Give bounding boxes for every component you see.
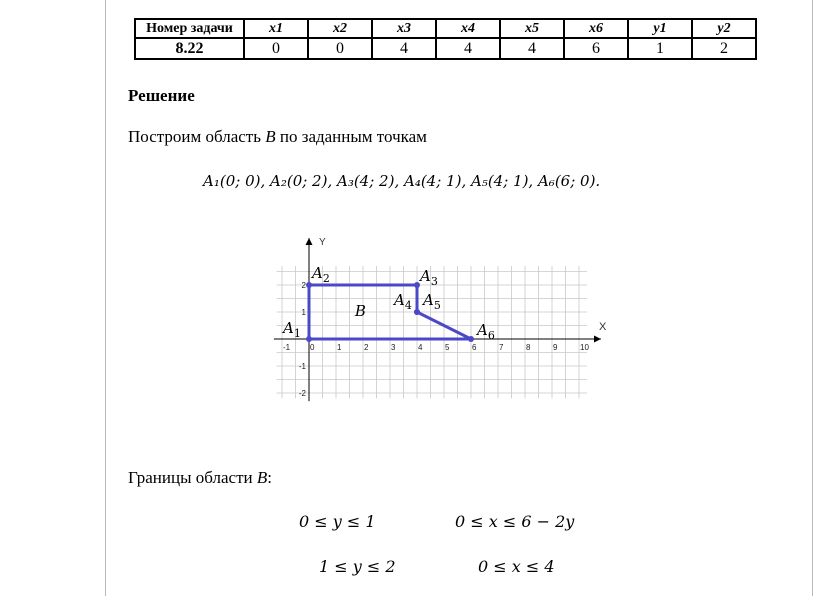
- point-labels: [281, 264, 495, 342]
- point-label-a1: $A_1$: [283, 319, 301, 340]
- value-cell: 0: [308, 38, 372, 59]
- y-axis-arrow: [306, 238, 313, 245]
- inequality-x-2: 0 ≤ x ≤ 4: [478, 557, 555, 576]
- header-cell: Номер задачи: [135, 19, 244, 38]
- x-tick-label: 3: [391, 343, 396, 352]
- point-label-a4: $A_4$: [394, 291, 412, 312]
- value-cell: 6: [564, 38, 628, 59]
- x-tick-label: 10: [580, 343, 589, 352]
- intro-after: по заданным точкам: [275, 127, 427, 146]
- region-label: B: [354, 302, 366, 321]
- y-tick-label: -2: [298, 389, 306, 398]
- x-tick-label: 0: [310, 343, 315, 352]
- task-table: [134, 18, 757, 60]
- value-cell: 1: [628, 38, 692, 59]
- inequality-y-2: 1 ≤ y ≤ 2: [319, 557, 396, 576]
- x-tick-label: -1: [283, 343, 291, 352]
- task-table-header-row: [135, 19, 756, 38]
- x-tick-label: 2: [364, 343, 369, 352]
- y-tick-label: 2: [301, 281, 306, 290]
- inequality-x-1: 0 ≤ x ≤ 6 − 2y: [455, 512, 575, 531]
- header-cell: x3: [372, 19, 436, 38]
- header-cell: x1: [244, 19, 308, 38]
- point-label-a2: $A_2$: [312, 264, 330, 285]
- point-marker-a2: [306, 282, 312, 288]
- x-tick-label: 1: [337, 343, 342, 352]
- value-cell: 0: [244, 38, 308, 59]
- x-tick-label: 6: [472, 343, 477, 352]
- points-line: A₁(0; 0), A₂(0; 2), A₃(4; 2), A₄(4; 1), A₅(4; 1), A₆(6; 0).: [203, 172, 601, 190]
- header-cell: y1: [628, 19, 692, 38]
- boundaries-var: B: [256, 468, 268, 487]
- point-label-a5: $A_5$: [423, 291, 441, 312]
- point-marker-a1: [306, 336, 312, 342]
- value-cell: 2: [692, 38, 756, 59]
- intro-var: B: [265, 127, 276, 146]
- header-cell: x2: [308, 19, 372, 38]
- header-cell: y2: [692, 19, 756, 38]
- boundaries-intro: [128, 468, 272, 488]
- y-axis-label: Y: [319, 237, 326, 248]
- header-cell: x5: [500, 19, 564, 38]
- solution-heading: Решение: [128, 86, 195, 105]
- chart-axes: [274, 237, 607, 401]
- x-tick-label: 8: [526, 343, 531, 352]
- y-tick-label: -1: [298, 362, 306, 371]
- value-cell: 4: [500, 38, 564, 59]
- x-tick-label: 7: [499, 343, 504, 352]
- y-tick-label: 1: [301, 308, 306, 317]
- task-table-row: [135, 38, 756, 59]
- x-tick-label: 5: [445, 343, 450, 352]
- boundaries-after: :: [267, 468, 272, 487]
- point-marker-a5: [414, 309, 420, 315]
- x-axis-arrow: [594, 336, 601, 343]
- header-cell: x6: [564, 19, 628, 38]
- value-cell: 8.22: [135, 38, 244, 59]
- point-label-a6: $A_6$: [477, 321, 495, 342]
- x-tick-label: 9: [553, 343, 558, 352]
- intro-text: [128, 127, 427, 147]
- value-cell: 4: [436, 38, 500, 59]
- x-axis-label: X: [599, 321, 607, 333]
- point-marker-a6: [468, 336, 474, 342]
- x-tick-label: 4: [418, 343, 423, 352]
- boundaries-before: Границы области: [128, 468, 257, 487]
- header-cell: x4: [436, 19, 500, 38]
- value-cell: 4: [372, 38, 436, 59]
- region-chart: [272, 232, 607, 402]
- intro-before: Построим область: [128, 127, 266, 146]
- inequality-y-1: 0 ≤ y ≤ 1: [299, 512, 376, 531]
- point-label-a3: $A_3$: [420, 267, 438, 288]
